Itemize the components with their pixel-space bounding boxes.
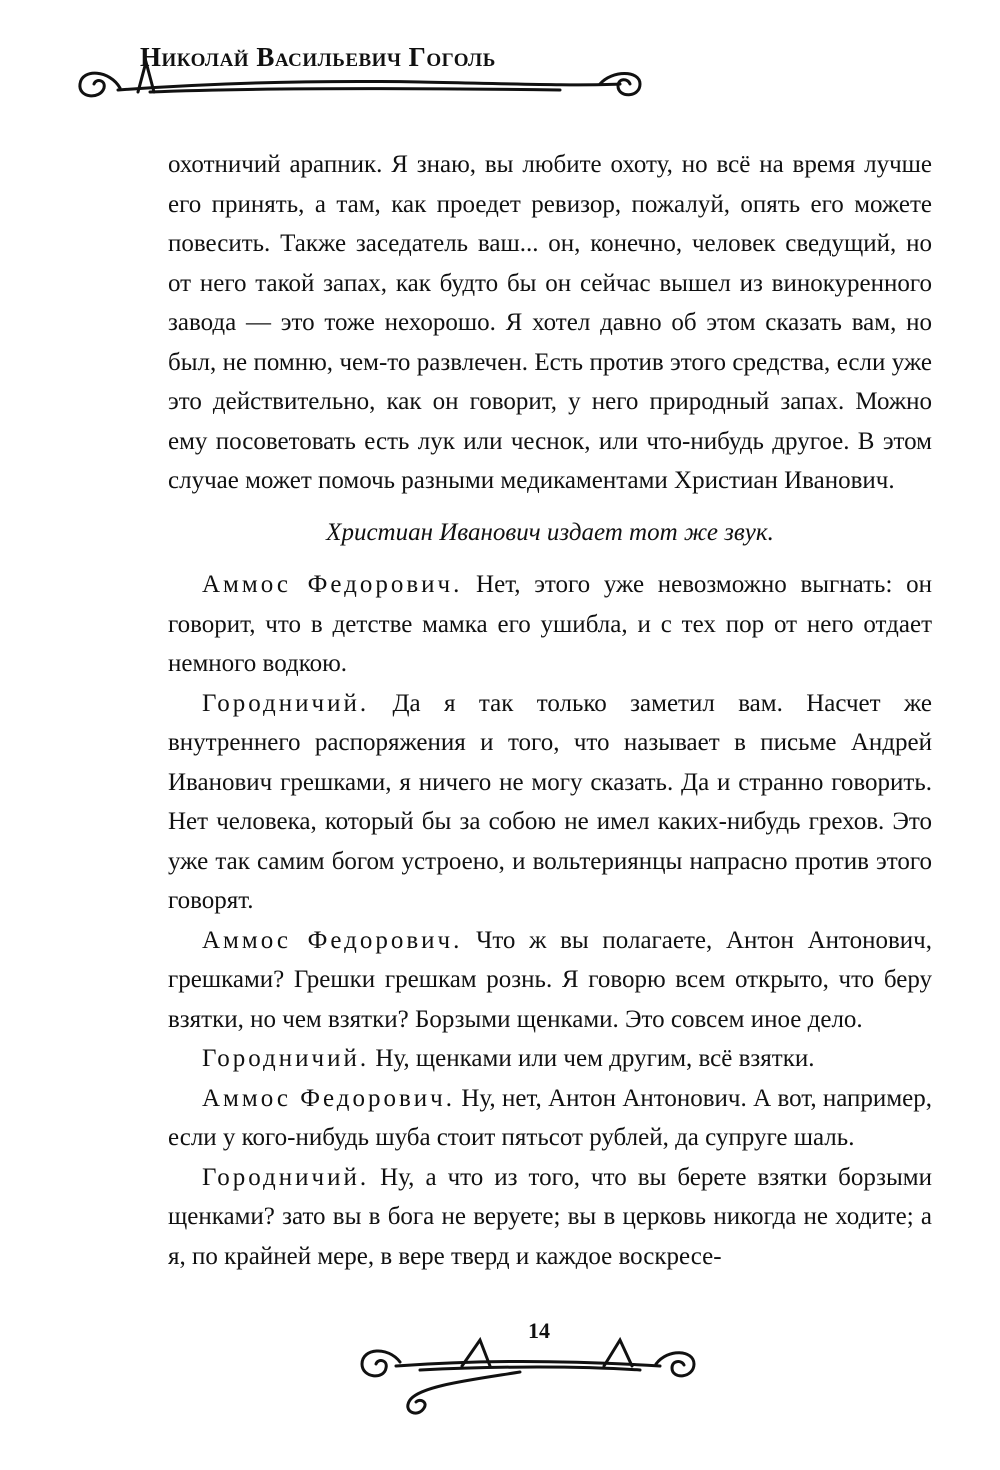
- dialogue-text: Ну, а что из того, что вы берете взятки борзыми щенками? зато вы в бога не веруете; вы в церковь никогда не ходите; а я, по крайней мере, в вере тверд и каждое воскресе-: [168, 1163, 932, 1270]
- dialogue-text: Ну, щенками или чем другим, всё взятки.: [369, 1045, 815, 1072]
- stage-direction: Христиан Иванович издает тот же звук.: [326, 518, 774, 546]
- page-number: 14: [528, 1318, 550, 1343]
- dialogue-text: Да я так только заметил вам. Насчет же внутреннего распоряжения и того, что называет в письме Андрей Иванович грешками, я ничего не могу сказать. Да и странно говорить. Нет человека, который бы за собою не имел каких-нибудь грехов. Это уже так самим богом устроено, и вольтериянцы напрасно против этого говорят.: [168, 689, 932, 914]
- dialogue-text: Нет, этого уже невозможно выгнать: он говорит, что в детстве мамка его ушибла, и с тех пор от него отдает немного водкою.: [168, 571, 932, 677]
- dialogue-line: [168, 684, 932, 921]
- dialogue-line: [168, 1158, 932, 1277]
- speaker-name: Аммос Федорович.: [202, 1084, 455, 1112]
- dialogue-text: Ну, нет, Антон Антонович. А вот, например, если у кого-нибудь шуба стоит пятьсот рублей, да супруге шаль.: [168, 1084, 932, 1151]
- speaker-name: Аммос Федорович.: [202, 926, 463, 954]
- dialogue-line: [168, 1039, 932, 1079]
- speaker-name: Городничий.: [202, 1045, 370, 1072]
- dialogue-line: [168, 565, 932, 684]
- page-header: [0, 0, 1000, 130]
- page-body: [168, 145, 932, 1276]
- page-footer: [0, 1310, 1000, 1430]
- running-header-author: Николай Васильевич Гоголь: [140, 42, 496, 72]
- speaker-name: Городничий.: [202, 689, 370, 717]
- paragraph-continuation: охотничий арапник. Я знаю, вы любите охоту, но всё на время лучше его принять, а там, как проедет ревизор, пожалуй, опять его можете повесить. Также заседатель ваш... он, конечно, человек сведущий, но от него такой запах, как будто бы он сейчас вышел из винокуренного завода — это тоже нехорошо. Я хотел давно об этом сказать вам, но был, не помню, чем-то развлечен. Есть против этого средства, если уже это действительно, как он говорит, у него природный запах. Можно ему посоветовать есть лук или чеснок, или что-нибудь другое. В этом случае может помочь разными медикаментами Христиан Иванович.: [168, 151, 932, 494]
- speaker-name: Аммос Федорович.: [202, 571, 463, 598]
- dialogue-text: Что ж вы полагаете, Антон Антонович, грешками? Грешки грешкам рознь. Я говорю всем открыто, что беру взятки, но чем взятки? Борзыми щенками. Это совсем иное дело.: [168, 926, 932, 1033]
- dialogue-line: [168, 1079, 932, 1158]
- speaker-name: Городничий.: [202, 1163, 370, 1191]
- dialogue-line: [168, 921, 932, 1040]
- footer-swirl-ornament-icon: [0, 1310, 1000, 1430]
